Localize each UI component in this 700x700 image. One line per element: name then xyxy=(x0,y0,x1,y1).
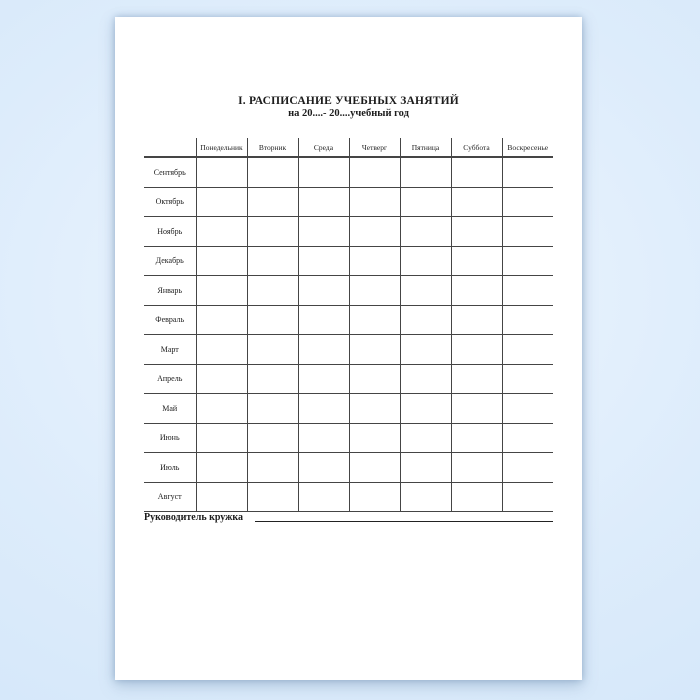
schedule-cell xyxy=(247,187,298,217)
table-corner-cell xyxy=(144,138,196,157)
schedule-cell xyxy=(451,453,502,483)
table-row xyxy=(144,394,553,424)
month-label: Июль xyxy=(144,453,196,483)
schedule-cell xyxy=(451,482,502,512)
month-label: Март xyxy=(144,335,196,365)
schedule-cell xyxy=(196,364,247,394)
schedule-cell xyxy=(400,453,451,483)
schedule-cell xyxy=(247,217,298,247)
schedule-cell xyxy=(349,335,400,365)
schedule-cell xyxy=(247,246,298,276)
schedule-cell xyxy=(502,246,553,276)
table-row xyxy=(144,453,553,483)
signature-line xyxy=(255,521,553,522)
schedule-cell xyxy=(451,217,502,247)
document-subtitle: на 20....- 20....учебный год xyxy=(288,108,409,119)
schedule-cell xyxy=(502,217,553,247)
schedule-cell xyxy=(400,157,451,187)
month-label: Апрель xyxy=(144,364,196,394)
month-label: Декабрь xyxy=(144,246,196,276)
schedule-cell xyxy=(298,423,349,453)
schedule-cell xyxy=(502,276,553,306)
schedule-cell xyxy=(349,217,400,247)
schedule-cell xyxy=(196,305,247,335)
schedule-cell xyxy=(451,394,502,424)
schedule-cell xyxy=(298,482,349,512)
schedule-cell xyxy=(451,305,502,335)
day-header: Понедельник xyxy=(196,138,247,157)
schedule-cell xyxy=(247,276,298,306)
schedule-cell xyxy=(298,453,349,483)
month-label: Октябрь xyxy=(144,187,196,217)
schedule-cell xyxy=(451,276,502,306)
schedule-cell xyxy=(298,187,349,217)
schedule-cell xyxy=(400,423,451,453)
schedule-cell xyxy=(298,276,349,306)
schedule-cell xyxy=(400,246,451,276)
schedule-cell xyxy=(196,335,247,365)
schedule-cell xyxy=(349,276,400,306)
schedule-cell xyxy=(196,482,247,512)
table-row xyxy=(144,157,553,187)
month-label: Июнь xyxy=(144,423,196,453)
footer-label: Руководитель кружка xyxy=(144,512,244,523)
schedule-cell xyxy=(502,187,553,217)
schedule-cell xyxy=(502,482,553,512)
table-row xyxy=(144,364,553,394)
schedule-cell xyxy=(400,335,451,365)
schedule-cell xyxy=(349,482,400,512)
schedule-cell xyxy=(349,157,400,187)
day-header: Воскресенье xyxy=(502,138,553,157)
schedule-cell xyxy=(502,423,553,453)
schedule-cell xyxy=(196,276,247,306)
schedule-cell xyxy=(400,364,451,394)
day-header: Четверг xyxy=(349,138,400,157)
month-label: Февраль xyxy=(144,305,196,335)
table-body xyxy=(144,157,553,512)
schedule-cell xyxy=(400,305,451,335)
schedule-cell xyxy=(298,364,349,394)
schedule-cell xyxy=(349,364,400,394)
schedule-cell xyxy=(298,335,349,365)
month-label: Сентябрь xyxy=(144,157,196,187)
table-row xyxy=(144,246,553,276)
schedule-cell xyxy=(247,157,298,187)
schedule-cell xyxy=(247,482,298,512)
day-header: Пятница xyxy=(400,138,451,157)
schedule-cell xyxy=(349,187,400,217)
footer xyxy=(144,511,553,524)
day-header: Среда xyxy=(298,138,349,157)
schedule-cell xyxy=(196,394,247,424)
schedule-cell xyxy=(400,217,451,247)
day-header: Вторник xyxy=(247,138,298,157)
schedule-cell xyxy=(451,157,502,187)
schedule-cell xyxy=(247,423,298,453)
schedule-cell xyxy=(247,335,298,365)
month-label: Ноябрь xyxy=(144,217,196,247)
schedule-cell xyxy=(400,187,451,217)
schedule-cell xyxy=(502,453,553,483)
schedule-cell xyxy=(502,305,553,335)
schedule-cell xyxy=(451,187,502,217)
table-row xyxy=(144,423,553,453)
schedule-cell xyxy=(502,335,553,365)
schedule-cell xyxy=(349,453,400,483)
schedule-cell xyxy=(298,217,349,247)
schedule-cell xyxy=(247,453,298,483)
schedule-cell xyxy=(451,246,502,276)
document-title: I. РАСПИСАНИЕ УЧЕБНЫХ ЗАНЯТИЙ xyxy=(238,95,459,107)
schedule-cell xyxy=(298,305,349,335)
month-label: Январь xyxy=(144,276,196,306)
schedule-cell xyxy=(196,217,247,247)
schedule-cell xyxy=(247,305,298,335)
day-header: Суббота xyxy=(451,138,502,157)
schedule-cell xyxy=(247,394,298,424)
schedule-cell xyxy=(196,187,247,217)
schedule-cell xyxy=(196,423,247,453)
table-row xyxy=(144,276,553,306)
table-row xyxy=(144,305,553,335)
schedule-cell xyxy=(349,423,400,453)
schedule-cell xyxy=(400,394,451,424)
schedule-cell xyxy=(247,364,298,394)
schedule-cell xyxy=(349,305,400,335)
table-header-row xyxy=(144,138,553,157)
table-row xyxy=(144,187,553,217)
schedule-cell xyxy=(349,394,400,424)
schedule-cell xyxy=(451,423,502,453)
schedule-cell xyxy=(451,364,502,394)
table-row xyxy=(144,335,553,365)
schedule-cell xyxy=(298,394,349,424)
schedule-cell xyxy=(502,394,553,424)
table-row xyxy=(144,217,553,247)
month-label: Май xyxy=(144,394,196,424)
schedule-cell xyxy=(400,276,451,306)
schedule-cell xyxy=(196,157,247,187)
schedule-cell xyxy=(502,364,553,394)
schedule-cell xyxy=(298,157,349,187)
month-label: Август xyxy=(144,482,196,512)
schedule-cell xyxy=(502,157,553,187)
schedule-cell xyxy=(298,246,349,276)
table-row xyxy=(144,482,553,512)
schedule-cell xyxy=(196,246,247,276)
document-page xyxy=(115,17,582,680)
schedule-cell xyxy=(451,335,502,365)
schedule-table xyxy=(144,138,553,512)
schedule-cell xyxy=(196,453,247,483)
schedule-cell xyxy=(400,482,451,512)
schedule-cell xyxy=(349,246,400,276)
